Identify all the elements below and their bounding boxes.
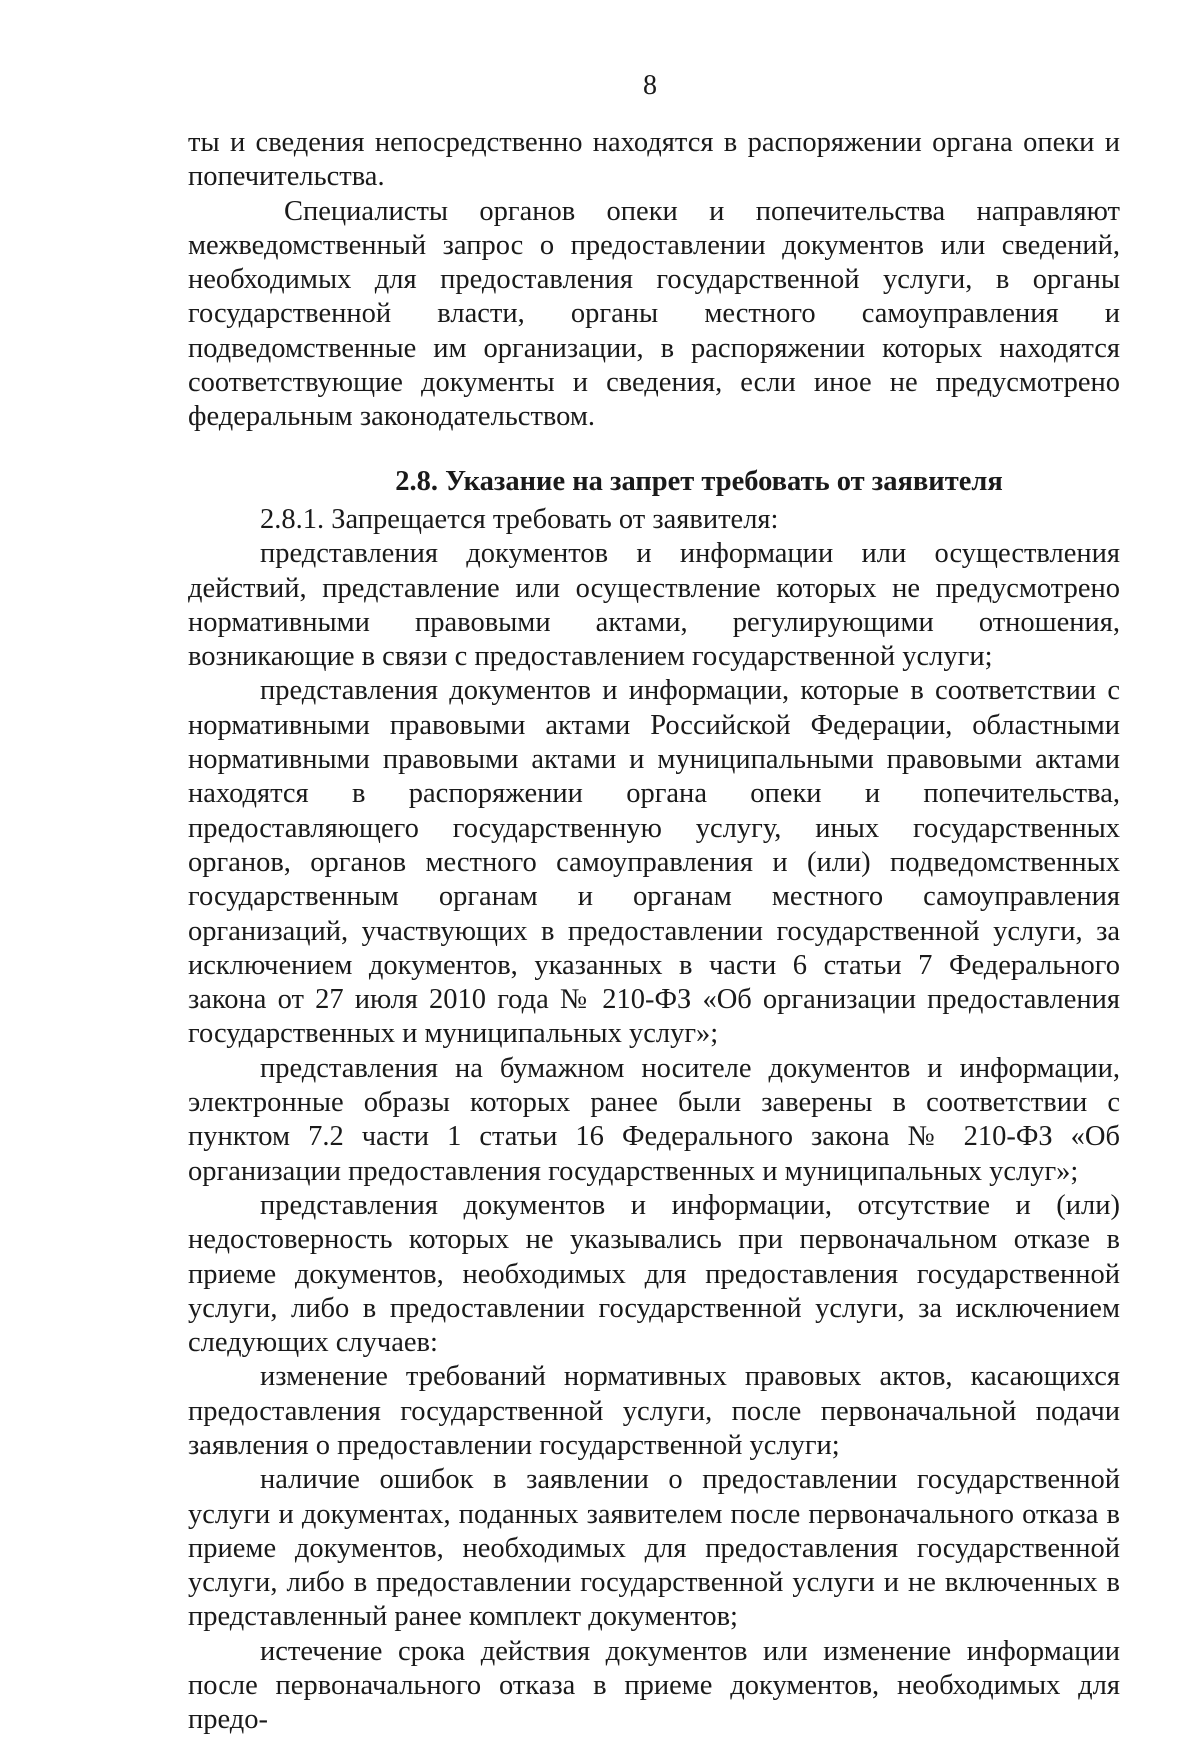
paragraph: истечение срока действия документов или изменение информации после первоначального отказа в приеме документов, необходимых для предо- — [188, 1635, 1120, 1736]
paragraph: наличие ошибок в заявлении о предоставлении государственной услуги и документах, поданных заявителем после первоначального отказа в приеме документов, необходимых для предоставления государственной услуги, либо в предоставлении государственной услуги и не включенных в представленный ранее комплект документов; — [188, 1464, 1120, 1633]
section-title: 2.8. Указание на запрет требовать от заявителя — [395, 465, 1003, 497]
paragraph: представления документов и информации или осуществления действий, представление или осуществление которых не предусмотрено нормативными правовыми актами, регулирующими отношения, возникающие в связи с предоставлением государственной услуги; — [188, 538, 1120, 673]
document-body — [188, 126, 1120, 1738]
paragraph: представления на бумажном носителе документов и информации, электронные образы которых ранее были заверены в соответствии с пунктом 7.2 части 1 статьи 16 Федерального закона № 210-ФЗ «Об организации предоставления государственных и муниципальных услуг»; — [188, 1052, 1120, 1187]
paragraph: изменение требований нормативных правовых актов, касающихся предоставления государственной услуги, после первоначальной подачи заявления о предоставлении государственной услуги; — [188, 1361, 1120, 1461]
paragraph: представления документов и информации, которые в соответствии с нормативными правовыми актами Российской Федерации, областными нормативными правовыми актами и муниципальными правовыми актами находятся в распоряжении органа опеки и попечительства, предоставляющего государственную услугу, иных государственных органов, органов местного самоуправления и (или) подведомственных государственным органам и органам местного самоуправления организаций, участвующих в предоставлении государственной услуги, за исключением документов, указанных в части 6 статьи 7 Федерального закона от 27 июля 2010 года № 210-ФЗ «Об организации предоставления государственных и муниципальных услуг»; — [188, 675, 1120, 1050]
paragraph: ты и сведения непосредственно находятся в распоряжении органа опеки и попечительства. — [188, 127, 1120, 193]
paragraph: Специалисты органов опеки и попечительства направляют межведомственный запрос о предоставлении документов или сведений, необходимых для предоставления государственной услуги, в органы государственной власти, органы местного самоуправления и подведомственные им организации, в распоряжении которых находятся соответствующие документы и сведения, если иное не предусмотрено федеральным законодательством. — [188, 195, 1120, 433]
paragraph: представления документов и информации, отсутствие и (или) недостоверность которых не указывались при первоначальном отказе в приеме документов, необходимых для предоставления государственной услуги, либо в предоставлении государственной услуги, за исключением следующих случаев: — [188, 1189, 1120, 1359]
page-number: 8 — [643, 70, 657, 101]
paragraph: 2.8.1. Запрещается требовать от заявителя: — [260, 503, 779, 535]
